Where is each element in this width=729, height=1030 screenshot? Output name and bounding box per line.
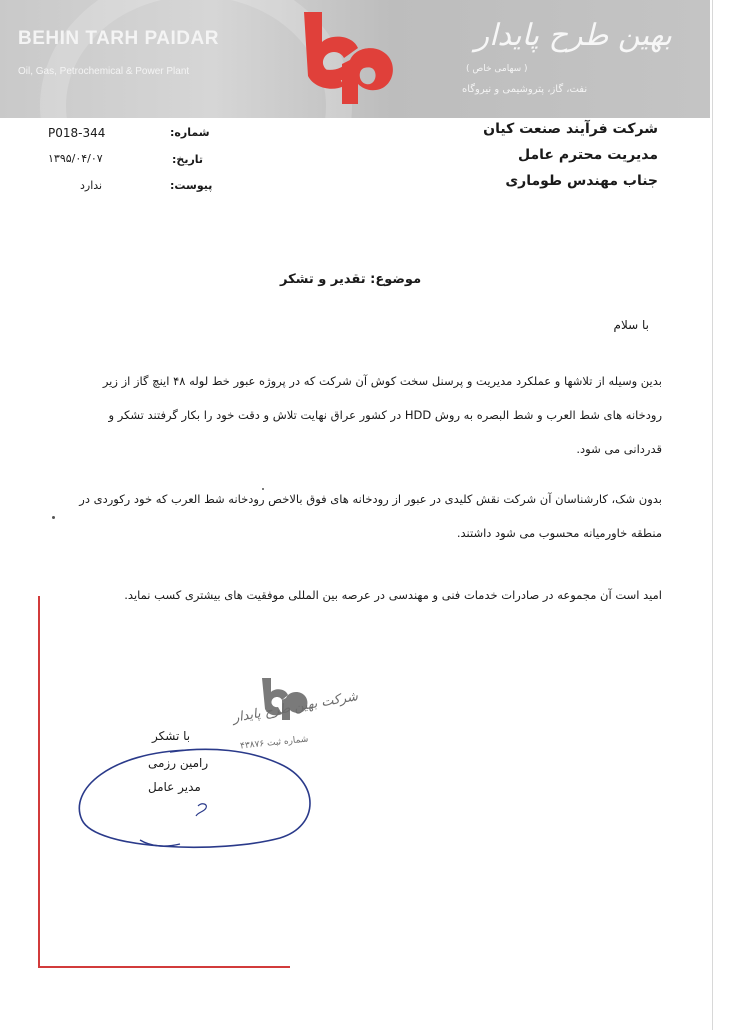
recipient-role: مدیریت محترم عامل — [518, 147, 658, 163]
margin-line-vertical — [38, 596, 40, 968]
scan-speck — [262, 488, 264, 490]
margin-line-horizontal — [38, 966, 290, 968]
letter-greeting: با سلام — [613, 318, 649, 332]
recipient-company: شرکت فرآیند صنعت کیان — [483, 121, 658, 137]
date-label: تاریخ: — [172, 153, 204, 166]
letterhead — [0, 0, 710, 118]
number-value: P018-344 — [48, 126, 106, 140]
signer-title: مدیر عامل — [148, 780, 201, 794]
brand-company-type: ( سهامی خاص ) — [466, 64, 528, 74]
brand-name-persian: بهین طرح پایدار — [474, 18, 672, 53]
body-paragraph-3: امید است آن مجموعه در صادرات خدمات فنی و مهندسی در عرصه بین المللی موفقیت های بیشتری کسب نماید. — [124, 588, 662, 602]
signer-name: رامین رزمی — [148, 756, 209, 770]
brand-name-english: BEHIN TARH PAIDAR — [18, 28, 219, 49]
recipient-name: جناب مهندس طوماری — [505, 173, 658, 189]
stamp-registration-number: شماره ثبت ۴۳۸۷۶ — [239, 734, 309, 752]
date-value: ۱۳۹۵/۰۴/۰۷ — [48, 152, 103, 165]
attachment-value: ندارد — [80, 179, 103, 192]
scan-speck — [52, 516, 55, 519]
stamp-company-name: شرکت بهین طرح پایدار — [231, 689, 360, 726]
page-edge-line — [712, 0, 713, 1030]
number-label: شماره: — [170, 126, 210, 139]
brand-tagline-persian: نفت، گاز، پتروشیمی و نیروگاه — [462, 84, 588, 95]
letter-subject: موضوع: تقدیر و تشکر — [280, 272, 422, 287]
company-logo — [298, 8, 402, 104]
handwritten-signature — [70, 730, 320, 860]
closing-phrase: با تشکر — [152, 729, 191, 743]
body-paragraph-1: بدین وسیله از تلاشها و عملکرد مدیریت و پرسنل سخت کوش آن شرکت که در پروژه عبور خط لوله ۴۸ اینچ گاز از زیر رودخانه های شط العرب و شط البصره به روش HDD در کشور عراق نهایت تلاش و دقت خود را بکار گرفتند تشکر و قدردانی می شود. — [102, 374, 662, 456]
recipient-block — [483, 116, 658, 194]
attachment-label: پیوست: — [170, 179, 213, 192]
brand-tagline-english: Oil, Gas, Petrochemical & Power Plant — [18, 66, 190, 77]
body-paragraph-2: بدون شک، کارشناسان آن شرکت نقش کلیدی در عبور از رودخانه های فوق بالاخص رودخانه شط العرب که خود رکوردی در منطقه خاورمیانه محسوب می شود داشتند. — [79, 492, 662, 540]
